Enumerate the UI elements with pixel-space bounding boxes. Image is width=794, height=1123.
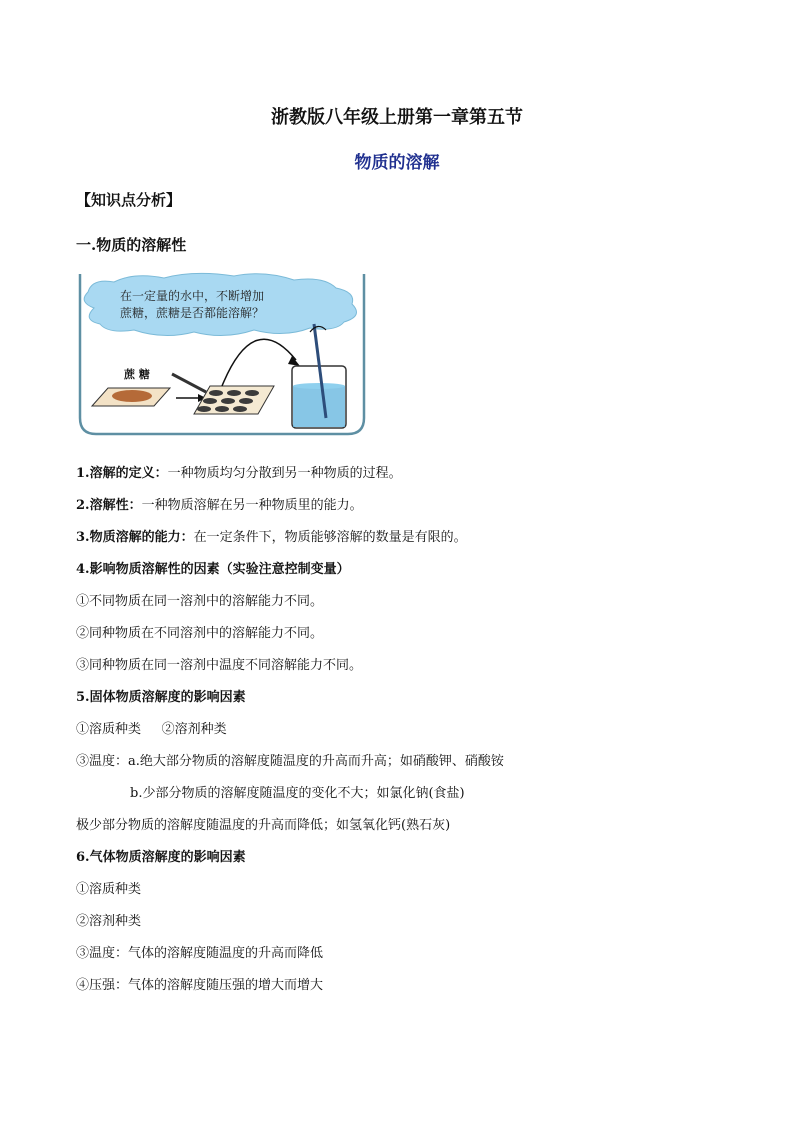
section-knowledge-heading: 【知识点分析】 (76, 191, 182, 209)
item-5-c: b.少部分物质的溶解度随温度的变化不大；如氯化钠(食盐) (130, 786, 465, 801)
water-surface (293, 383, 345, 389)
spoon (172, 374, 206, 392)
item-3-label: 3.物质溶解的能力： (76, 530, 194, 545)
item-2 (76, 494, 363, 513)
item-3 (76, 526, 467, 545)
page-title: 浙教版八年级上册第一章第五节 (271, 107, 523, 128)
item-5-a: ①溶质种类 ②溶剂种类 (76, 722, 227, 737)
item-6-b: ②溶剂种类 (76, 914, 142, 929)
item-4-a: ①不同物质在同一溶剂中的溶解能力不同。 (76, 594, 324, 609)
page-subtitle: 物质的溶解 (354, 153, 440, 173)
transfer-arc (222, 339, 296, 386)
item-1 (76, 462, 402, 481)
item-6-a: ①溶质种类 (76, 882, 142, 897)
item-1-text: 一种物质均匀分散到另一种物质的过程。 (167, 466, 402, 481)
item-4-c: ③同种物质在同一溶剂中温度不同溶解能力不同。 (76, 658, 363, 673)
beaker-water (293, 386, 345, 427)
item-5-d: 极少部分物质的溶解度随温度的升高而降低；如氢氧化钙(熟石灰) (76, 818, 451, 833)
sugar-pile (112, 390, 152, 402)
illustration-svg (74, 268, 368, 440)
sugar-label: 蔗 糖 (124, 368, 150, 381)
item-5-b: ③温度：a.绝大部分物质的溶解度随温度的升高而升高；如硝酸钾、硝酸铵 (76, 754, 504, 769)
item-4-heading: 4.影响物质溶解性的因素（实验注意控制变量） (76, 562, 350, 577)
item-6-d: ④压强：气体的溶解度随压强的增大而增大 (76, 978, 324, 993)
item-6-c: ③温度：气体的溶解度随温度的升高而降低 (76, 946, 324, 961)
item-1-label: 1.溶解的定义： (76, 466, 168, 481)
bubble-line-1: 在一定量的水中，不断增加 (120, 289, 265, 303)
dissolving-illustration (74, 268, 368, 440)
item-2-text: 一种物质溶解在另一种物质里的能力。 (141, 498, 363, 513)
item-4-b: ②同种物质在不同溶剂中的溶解能力不同。 (76, 626, 324, 641)
item-5-heading: 5.固体物质溶解度的影响因素 (76, 690, 246, 705)
item-2-label: 2.溶解性： (76, 498, 142, 513)
bubble-line-2: 蔗糖，蔗糖是否都能溶解？ (120, 306, 265, 320)
section-one-heading: 一.物质的溶解性 (76, 236, 187, 254)
item-3-text: 在一定条件下，物质能够溶解的数量是有限的。 (193, 530, 467, 545)
item-6-heading: 6.气体物质溶解度的影响因素 (76, 850, 246, 865)
